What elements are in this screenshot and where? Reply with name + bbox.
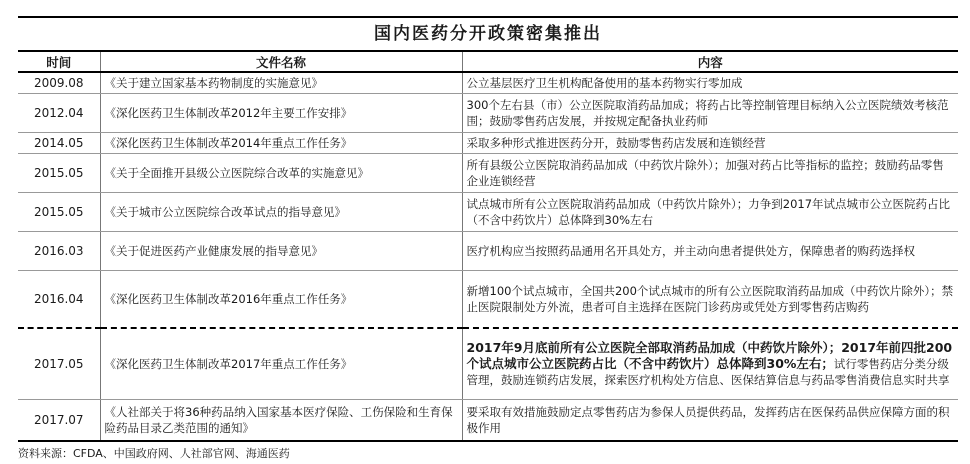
header-content: 内容	[462, 52, 958, 72]
policy-table-figure	[18, 16, 958, 461]
row-doc: 《深化医药卫生体制改革2016年重点工作任务》	[100, 271, 462, 329]
table-row	[18, 154, 958, 193]
row-doc: 《关于促进医药产业健康发展的指导意见》	[100, 232, 462, 271]
row-time: 2014.05	[18, 133, 100, 154]
table-title: 国内医药分开政策密集推出	[18, 16, 958, 52]
table-row	[18, 271, 958, 329]
row-content: 公立基层医疗卫生机构配备使用的基本药物实行零加成	[462, 72, 958, 94]
row-time: 2017.05	[18, 328, 100, 400]
table-row	[18, 193, 958, 232]
table-row	[18, 72, 958, 94]
row-doc: 《深化医药卫生体制改革2014年重点工作任务》	[100, 133, 462, 154]
row-time: 2015.05	[18, 154, 100, 193]
row-content: 新增100个试点城市，全国共200个试点城市的所有公立医院取消药品加成（中药饮片除外）；禁止医院限制处方外流，患者可自主选择在医院门诊药房或凭处方到零售药店购药	[462, 271, 958, 329]
row-content: 采取多种形式推进医药分开，鼓励零售药店发展和连锁经营	[462, 133, 958, 154]
row-doc: 《深化医药卫生体制改革2012年主要工作安排》	[100, 94, 462, 133]
row-doc: 《关于城市公立医院综合改革试点的指导意见》	[100, 193, 462, 232]
row-content-emphasis: 2017年9月底前所有公立医院全部取消药品加成（中药饮片除外）；2017年前四批200个试点城市公立医院药占比（不含中药饮片）总体降到30%左右；	[466, 340, 953, 371]
policy-table	[18, 52, 958, 442]
row-content: 要采取有效措施鼓励定点零售药店为参保人员提供药品，发挥药店在医保药品供应保障方面的积极作用	[462, 400, 958, 442]
source-note: 资料来源：CFDA、中国政府网、人社部官网、海通医药	[18, 447, 290, 460]
row-time: 2016.04	[18, 271, 100, 329]
row-time: 2012.04	[18, 94, 100, 133]
table-row	[18, 400, 958, 442]
row-doc: 《深化医药卫生体制改革2017年重点工作任务》	[100, 328, 462, 400]
row-time: 2009.08	[18, 72, 100, 94]
row-content: 300个左右县（市）公立医院取消药品加成；将药占比等控制管理目标纳入公立医院绩效考核范围；鼓励零售药店发展，并按规定配备执业药师	[462, 94, 958, 133]
row-doc: 《关于建立国家基本药物制度的实施意见》	[100, 72, 462, 94]
row-content-rest: 试行零售药店分类分级管理，鼓励连锁药店发展，探索医疗机构处方信息、医保结算信息与药品零售消费信息实时共享	[466, 357, 950, 387]
table-row	[18, 133, 958, 154]
row-time: 2017.07	[18, 400, 100, 442]
table-row	[18, 232, 958, 271]
table-row	[18, 328, 958, 400]
row-content: 医疗机构应当按照药品通用名开具处方，并主动向患者提供处方，保障患者的购药选择权	[462, 232, 958, 271]
row-doc: 《人社部关于将36种药品纳入国家基本医疗保险、工伤保险和生育保险药品目录乙类范围的通知》	[100, 400, 462, 442]
table-row	[18, 94, 958, 133]
header-row	[18, 52, 958, 72]
row-content: 所有县级公立医院取消药品加成（中药饮片除外）；加强对药占比等指标的监控；鼓励药品零售企业连锁经营	[462, 154, 958, 193]
header-doc: 文件名称	[100, 52, 462, 72]
row-content	[462, 328, 958, 400]
row-content: 试点城市所有公立医院取消药品加成（中药饮片除外）；力争到2017年试点城市公立医院药占比（不含中药饮片）总体降到30%左右	[462, 193, 958, 232]
row-time: 2016.03	[18, 232, 100, 271]
row-time: 2015.05	[18, 193, 100, 232]
row-doc: 《关于全面推开县级公立医院综合改革的实施意见》	[100, 154, 462, 193]
header-time: 时间	[18, 52, 100, 72]
